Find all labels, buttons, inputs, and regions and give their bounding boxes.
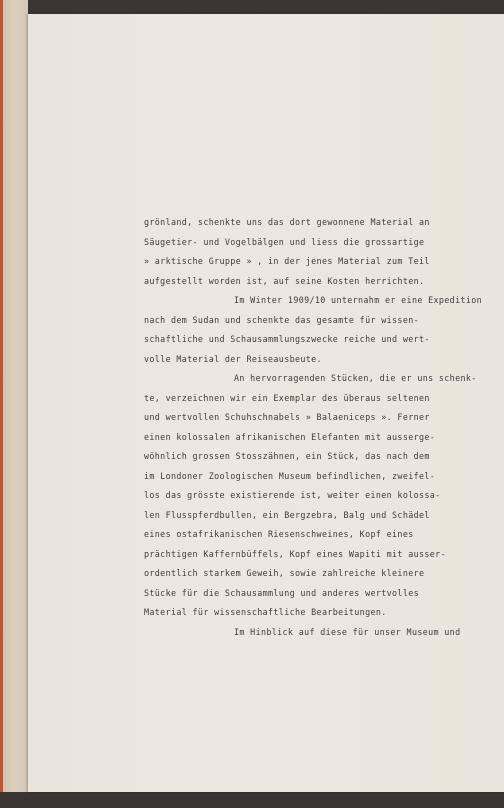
text-line: im Londoner Zoologischen Museum befindlichen, zweifel-: [144, 470, 436, 481]
text-line: ordentlich starkem Geweih, sowie zahlreiche kleinere: [144, 568, 425, 578]
text-line: te, verzeichnen wir ein Exemplar des überaus seltenen: [144, 392, 430, 403]
underlying-sheet: [0, 0, 28, 792]
text-line: und wertvollen Schuhschnabels » Balaeniceps ». Ferner: [144, 412, 430, 422]
text-line: » arktische Gruppe » , in der jenes Material zum Teil: [144, 256, 430, 266]
text-line: prächtigen Kaffernbüffels, Kopf eines Wapiti mit ausser-: [144, 548, 446, 559]
text-line: nach dem Sudan und schenkte das gesamte für wissen-: [144, 314, 420, 325]
text-line: grönland, schenkte uns das dort gewonnene Material an: [144, 217, 430, 227]
paragraph-start-line: Im Winter 1909/10 unternahm er eine Expedition: [234, 295, 483, 305]
text-line: wöhnlich grossen Stosszähnen, ein Stück, das nach dem: [144, 451, 430, 461]
text-line: volle Material der Reiseausbeute.: [144, 353, 322, 364]
text-line: len Flusspferdbullen, ein Bergzebra, Balg und Schädel: [144, 509, 430, 520]
paragraph-start-line: An hervorragenden Stücken, die er uns schenk-: [234, 373, 477, 383]
text-line: Säugetier- und Vogelbälgen und liess die grossartige: [144, 236, 425, 247]
text-line: einen kolossalen afrikanischen Elefanten mit ausserge-: [144, 431, 436, 442]
text-line: Stücke für die Schausammlung und anderes wertvolles: [144, 587, 420, 598]
text-line: los das grösste existierende ist, weiter einen kolossa-: [144, 490, 441, 500]
text-line: eines ostafrikanischen Riesenschweines, Kopf eines: [144, 529, 414, 539]
text-line: Material für wissenschaftliche Bearbeitungen.: [144, 607, 387, 617]
typewritten-text: [144, 213, 504, 642]
paragraph-start-line: Im Hinblick auf diese für unser Museum und: [234, 626, 461, 637]
text-line: schaftliche und Schausammlungszwecke reiche und wert-: [144, 334, 430, 344]
text-line: aufgestellt worden ist, auf seine Kosten herrichten.: [144, 275, 425, 286]
document-page: [28, 14, 504, 792]
sheet-edge: [0, 0, 3, 792]
